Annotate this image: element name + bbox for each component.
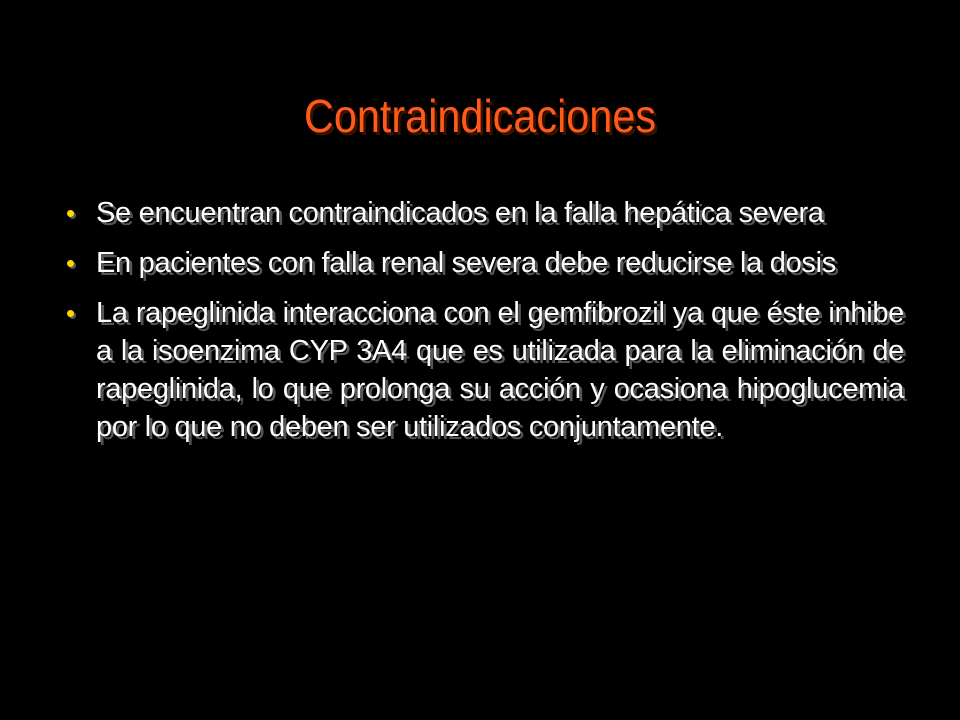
bullet-marker-icon: • — [66, 198, 75, 228]
bullet-text: En pacientes con falla renal severa debe reducirse la dosis — [96, 247, 836, 279]
bullet-item — [66, 294, 904, 446]
bullet-item — [66, 244, 904, 282]
bullet-item — [66, 194, 904, 232]
bullet-marker-icon: • — [66, 248, 75, 278]
bullet-list — [66, 194, 904, 458]
bullet-marker-icon: • — [66, 298, 75, 328]
slide-title: Contraindicaciones — [303, 89, 657, 142]
bullet-text: Se encuentran contraindicados en la falla hepática severa — [96, 197, 824, 229]
bullet-text: La rapeglinida interacciona con el gemfibrozil ya que éste inhibe a la isoenzima CYP 3A4 que es utilizada para la eliminación de rapeglinida, lo que prolonga su acción y ocasiona hipoglucemia por lo que no deben ser utilizados conjuntamente. — [96, 297, 904, 443]
